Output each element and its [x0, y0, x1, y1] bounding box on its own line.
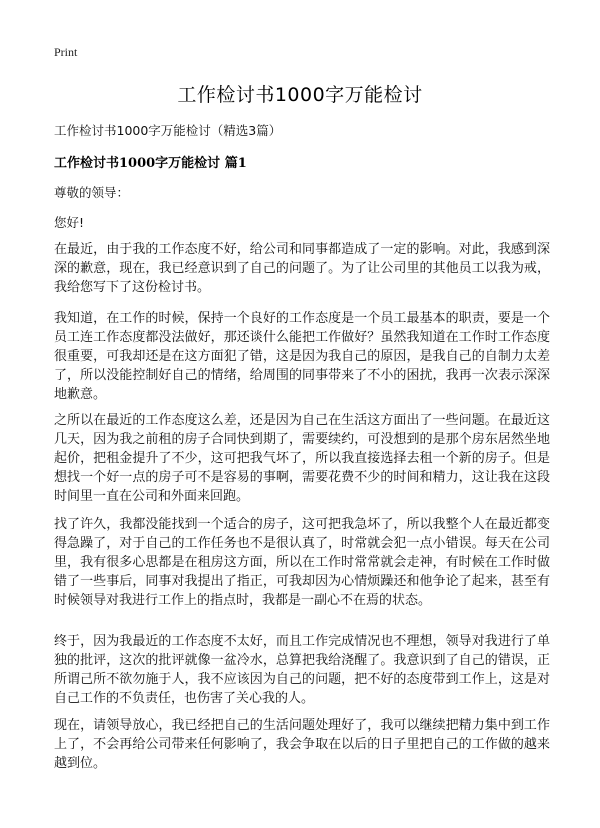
print-link[interactable]: Print — [54, 45, 78, 59]
paragraph-5: 终于，因为我最近的工作态度不太好，而且工作完成情况也不理想，领导对我进行了单独的批评，这次的批评就像一盆冷水，总算把我给浇醒了。我意识到了自己的错误，正所谓己所不欲勿施于人，我不应该因为自己的问题，把不好的态度带到工作上，这是对自己工作的不负责任，也伤害了关心我的人。 — [54, 634, 550, 706]
paragraph-3: 之所以在最近的工作态度这么差，还是因为自己在生活这方面出了一些问题。在最近这几天，因为我之前租的房子合同快到期了，需要续约，可没想到的是那个房东居然坐地起价，把租金提升了不少，这可把我气坏了，所以我直接选择去租一个新的房子。但是想找一个好一点的房子可不是容易的事啊，需要花费不少的时间和精力，这让我在这段时间里一直在公司和外面来回跑。 — [54, 413, 550, 504]
paragraph-2: 我知道，在工作的时候，保持一个良好的工作态度是一个员工最基本的职责，要是一个员工连工作态度都没法做好，那还谈什么能把工作做好？虽然我知道在工作时工作态度很重要，可我却还是在这方面犯了错，这是因为我自己的原因，是我自己的自制力太差了，所以没能控制好自己的情绪，给周围的同事带来了不小的困扰，我再一次表示深深地歉意。 — [54, 311, 550, 402]
paragraph-6: 现在，请领导放心，我已经把自己的生活问题处理好了，我可以继续把精力集中到工作上了，不会再给公司带来任何影响了，我会争取在以后的日子里把自己的工作做的越来越到位。 — [54, 718, 550, 771]
paragraph-4: 找了许久，我都没能找到一个适合的房子，这可把我急坏了，所以我整个人在最近都变得急躁了，对于自己的工作任务也不是很认真了，时常就会犯一点小错误。每天在公司里，我有很多心思都是在租房这方面，所以在工作时常常就会走神，有时候在工作时做错了一些事后，同事对我提出了指正，可我却因为心情烦躁还和他争论了起来，甚至有时候领导对我进行工作上的指点时，我都是一副心不在焉的状态。 — [54, 517, 550, 608]
greeting: 您好! — [54, 215, 85, 230]
salutation: 尊敬的领导： — [54, 185, 130, 200]
paragraph-1: 在最近，由于我的工作态度不好，给公司和同事都造成了一定的影响。对此，我感到深深的歉意，现在，我已经意识到了自己的问题了。为了让公司里的其他员工以我为戒，我给您写下了这份检讨书。 — [54, 242, 550, 295]
subtitle: 工作检讨书1000字万能检讨（精选3篇） — [54, 123, 282, 138]
page-title: 工作检讨书1000字万能检讨 — [177, 84, 423, 106]
section-heading: 工作检讨书1000字万能检讨 篇1 — [54, 156, 247, 171]
